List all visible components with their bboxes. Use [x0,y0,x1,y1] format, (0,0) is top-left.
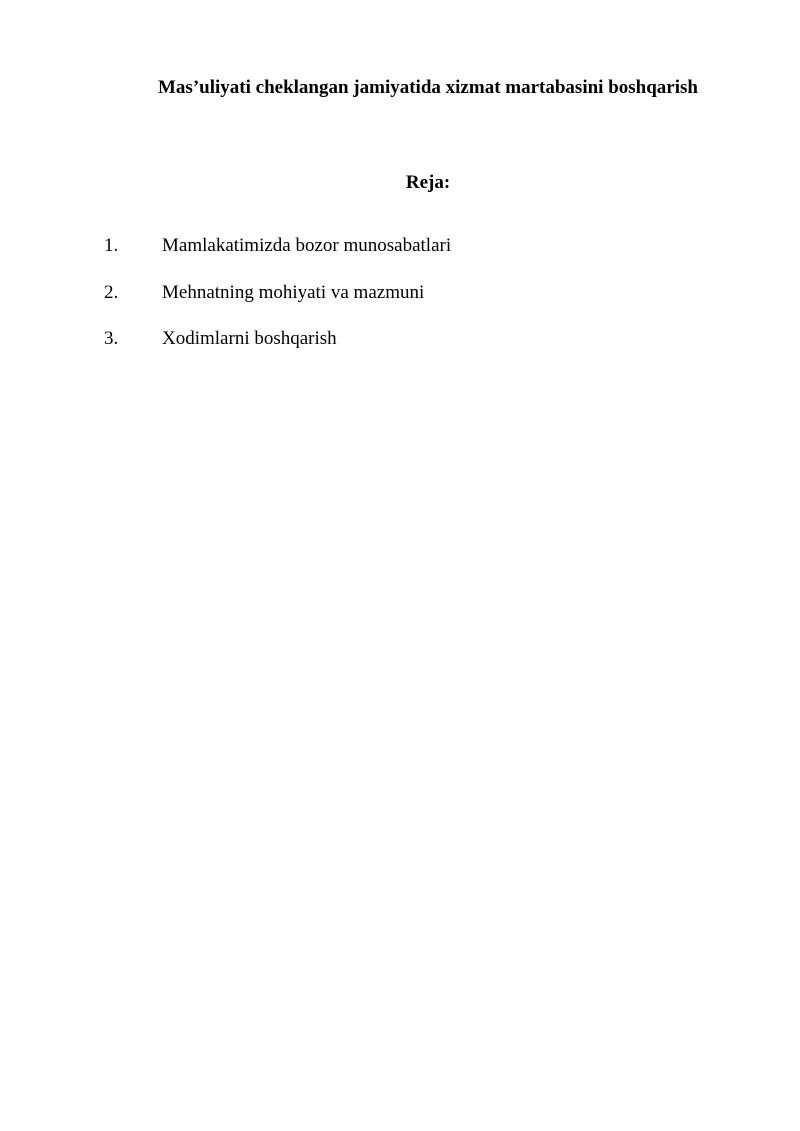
plan-item-number: 3. [104,328,119,349]
plan-item-text: Mamlakatimizda bozor munosabatlari [162,235,452,256]
plan-item-2 [0,281,700,305]
plan-item-text: Xodimlarni boshqarish [162,328,337,349]
plan-item-3 [0,327,700,351]
plan-item-number: 2. [104,282,119,303]
plan-heading: Reja: [405,172,451,193]
plan-item-number: 1. [104,235,119,256]
plan-item-1 [0,234,700,258]
plan-item-text: Mehnatning mohiyati va mazmuni [162,282,425,303]
document-title: Mas’uliyati cheklangan jamiyatida xizmat martabasini boshqarish [158,77,698,98]
